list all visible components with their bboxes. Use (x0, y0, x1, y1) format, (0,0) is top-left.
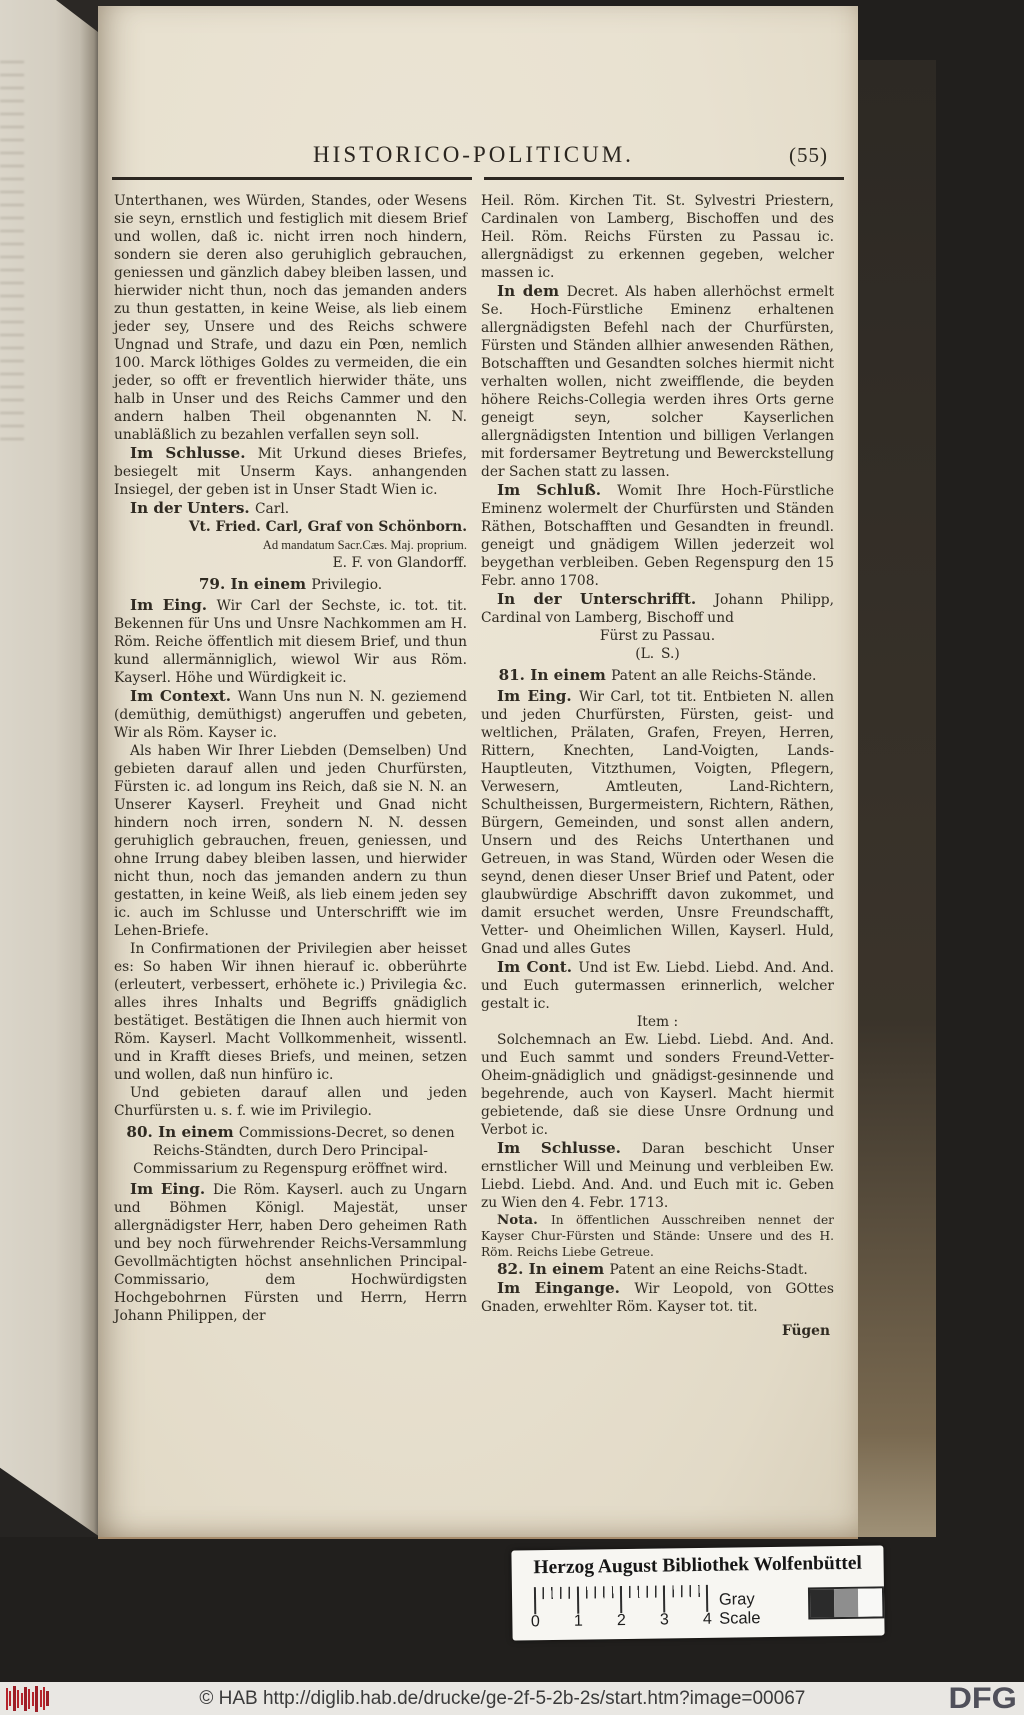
right-column (481, 192, 834, 1340)
ruler-major-tick (577, 1587, 579, 1614)
paragraph: Heil. Röm. Kirchen Tit. St. Sylvestri Priestern, Cardinalen von Lamberg, Bischoffen und des Heil. Röm. Reichs Fürsten zu Passau ic. allergnädigst zu erkennen gegeben, welcher massen ic. (481, 193, 834, 281)
paragraph: Unterthanen, wes Würden, Standes, oder Wesens sie seyn, ernstlich und festiglich mit diesem Brief und wollen, daß ic. nicht irren noch hindern, sondern sie deren also geruhiglich gebrauchen, geniessen und gänzlich dabey bleiben lassen, und hierwider nicht thun, noch das jemanden anders zu thun gestatten, in keine Weise, als lieb einem jeder sey, Unsere und des Reichs schwere Ungnad und Strafe, und dazu ein Pœn, nemlich 100. Marck löthiges Goldes zu vermeiden, die ein jeder, so offt er freventlich hierwider thäte, uns halb in Unser und des Reichs Cammer und den andern halben Theil obgenannten N. N. unabläßlich zu bezahlen verfallen seyn soll. (114, 193, 467, 443)
paragraph-lead: Im Eing. (130, 596, 217, 614)
paragraph-lead: In der Unterschrifft. (497, 590, 715, 608)
paragraph: Im Eingange. Wir Leopold, von GOttes Gnaden, erwehlter Röm. Kayser tot. tit. (481, 1279, 834, 1315)
paragraph: Im Eing. Wir Carl der Sechste, ic. tot. tit. Bekennen für Uns und Unsre Nachkommen am H. Röm. Reiche öffentlich mit diesem Brief, und thun kund allermänniglich, wiewol Wir aus Röm. Kayserl. Höhe und Würdigkeit ic. (114, 596, 467, 686)
paragraph: (L. S.) (635, 646, 680, 662)
footer-url: © HAB http://diglib.hab.de/drucke/ge-2f-5-2b-2s/start.htm?image=00067 (199, 1687, 806, 1709)
paragraph: Im Eing. Die Röm. Kayserl. auch zu Ungarn und Böhmen Königl. Majestät, unser allergnädigster Herr, haben Dero geheimen Rath und bey noch fürwehrender Reichs-Versammlung Gevollmächtigten höchst ansehnlichen Principal-Commissario, dem Hochwürdigsten Hochgebohrnen Fürsten und Herrn, Herrn Johann Philippen, der (114, 1180, 467, 1324)
paragraph-lead: Im Cont. (497, 958, 579, 976)
gray-scale-patch (810, 1589, 834, 1617)
paragraph: 81. In einem Patent an alle Reichs-Stände. (498, 666, 817, 684)
paragraph: In der Unters. Carl. (130, 499, 290, 517)
gray-scale-patch (834, 1589, 858, 1617)
paragraph-lead: In dem (497, 282, 567, 300)
gray-scale-label: Gray Scale (718, 1590, 761, 1628)
left-column (114, 192, 467, 1340)
paragraph: Im Schlusse. Mit Urkund dieses Briefes, besiegelt mit Unserm Kays. anhangenden Insiegel, der geben ist in Unser Stadt Wien ic. (114, 444, 467, 498)
paragraph-lead: Im Eingange. (497, 1279, 635, 1297)
paragraph-lead: 80. In einem (126, 1123, 239, 1141)
paragraph: In dem Decret. Als haben allerhöchst ermelt Se. Hoch-Fürstliche Eminenz erhaltenen allergnädigsten Befehl nach der Churfürsten, Fürsten und Ständen allhier anwesenden Räthen, Botschafften und Gesandten solches hiermit nicht verhalten wollen, nicht zweifflende, die beyden höhere Reichs-Collegia werden ihres Orts gerne geneigt seyn, solcher Kayserlichen allergnädigsten Intention und billigen Verlangen mit fordersamer Beytretung und Bewerckstellung der Sachen statt zu lassen. (481, 282, 835, 480)
paragraph-lead: Im Context. (130, 687, 238, 705)
ruler-major-tick (663, 1585, 665, 1612)
ruler-major-tick (534, 1587, 536, 1614)
page-fore-edge (846, 60, 936, 1537)
gray-scale-patches (808, 1586, 884, 1619)
paragraph: Fügen (781, 1323, 830, 1339)
paragraph: 79. In einem Privilegio. (198, 575, 383, 593)
ruler-number: 4 (702, 1610, 712, 1628)
paragraph-lead: In der Unters. (130, 499, 255, 517)
paragraph: Im Schlusse. Daran beschicht Unser ernstlicher Will und Meinung und verbleiben Ew. Liebd. Liebd. And. And. und Euch mit ic. Geben zu Wien den 4. Febr. 1713. (481, 1139, 834, 1211)
bleed-through-text (0, 60, 24, 440)
paragraph: Im Schluß. Womit Ihre Hoch-Fürstliche Eminenz wolermelt der Churfürsten und Ständen Räthen, Botschafften und Gesandten in freundl. geneigt und gnädigem Willen jederzeit wol beygethan verbleiben. Geben Regenspurg den 15 Febr. anno 1708. (481, 481, 834, 589)
paragraph-lead: 82. In einem (497, 1260, 610, 1278)
paragraph: Im Context. Wann Uns nun N. N. geziemend (demüthig, demüthigst) angeruffen und gebeten, Wir als Röm. Kayser ic. (114, 687, 467, 741)
dfg-logo: DFG (948, 1681, 1017, 1715)
ruler-major-tick (706, 1585, 708, 1612)
ruler-number: 1 (573, 1612, 583, 1630)
paragraph: In der Unterschrifft. Johann Philipp, Cardinal von Lamberg, Bischoff und (481, 590, 834, 626)
footer-bar (0, 1682, 1024, 1715)
ruler-number: 2 (616, 1612, 626, 1630)
paragraph-lead: Im Eing. (130, 1180, 213, 1198)
paragraph: Solchemnach an Ew. Liebd. Liebd. And. And. und Euch sammt und sonders Freund-Vetter-Oheim-gnädiglich und gnädigst-gesinnende und begehrende, auch von Kayserl. Macht hiermit gebietende, daß sie diese Unsre Ordnung und Verbot ic. (481, 1032, 834, 1138)
paragraph-lead: Im Eing. (497, 687, 579, 705)
header-rule (112, 177, 844, 180)
paragraph-lead: Im Schlusse. (497, 1139, 642, 1157)
paragraph-lead: Im Schlusse. (130, 444, 258, 462)
gray-scale-patch (858, 1588, 882, 1616)
paragraph: In Confirmationen der Privilegien aber heisset es: So haben Wir ihnen hierauf ic. obberührte (erleutert, verbessert, erhöhete ic.) Privilegia &c. alles ihres Inhalts und Begriffs gnädiglich bestätiget. Bestätigen die Ihnen auch hiermit von Röm. Kayserl. Macht Vollkommenheit, wissentl. und in Krafft dieses Briefs, und meinen, setzen und wollen, daß nun hinfüro ic. (114, 941, 467, 1083)
scale-row (530, 1580, 885, 1631)
paragraph: Nota. In öffentlichen Ausschreiben nennet der Kayser Chur-Fürsten und Stände: Unsere und des H. Röm. Reichs Liebe Getreue. (481, 1212, 834, 1259)
paragraph: Im Cont. Und ist Ew. Liebd. Liebd. And. And. und Euch gutermassen erinnerlich, welcher gestalt ic. (481, 958, 834, 1012)
paragraph-lead: Nota. (497, 1212, 551, 1228)
paragraph: E. F. von Glandorff. (332, 555, 467, 571)
text-columns (98, 192, 858, 1340)
ruler-number: 3 (659, 1611, 669, 1629)
page-number: (55) (789, 143, 828, 167)
paragraph: 80. In einem Commissions-Decret, so denen Reichs-Ständten, durch Dero Principal-Commissarium zu Regenspurg eröffnet wird. (126, 1123, 455, 1177)
paragraph: Als haben Wir Ihrer Liebden (Demselben) Und gebieten darauf allen und jeden Churfürsten, Fürsten ic. ad longum ins Reich, daß sie N. N. an Unserer Kayserl. Freyheit und Gnad nicht hindern noch irren, sondern N. N. dessen geruhiglich gebrauchen, freuen, geniessen, und ohne Irrung dabey bleiben lassen, und hierwider nicht thun, noch das jemanden andern zu thun gestatten, in keine Weiß, als lieb einem jeden sey ic. auch im Schlusse und Unterschrifft wie im Lehen-Briefe. (114, 743, 467, 939)
ruler-number: 0 (530, 1613, 540, 1631)
scanned-page (98, 6, 858, 1539)
paragraph: Im Eing. Wir Carl, tot tit. Entbieten N. allen und jeden Churfürsten, Fürsten, geist- und weltlichen, Prälaten, Grafen, Freyen, Herren, Rittern, Knechten, Land-Voigten, Lands-Hauptleuten, Vitzthumen, Voigten, Pflegern, Verwesern, Amtleuten, Land-Richtern, Schultheissen, Burgermeistern, Richtern, Räthen, Bürgern, Gemeinden, und sonst allen andern, Unsern und des Reichs Unterthanen und Getreuen, in was Stand, Würden oder Wesen die seynd, denen dieser Unser Brief und Patent, oder glaubwürdige Abschrifft davon zukommet, und damit ersuchet werden, Unsre Freundschafft, Vetter- und Oheimlichen Willen, Kayserl. Huld, Gnad und alles Gutes (481, 687, 834, 957)
ruler-major-tick (620, 1586, 622, 1613)
color-calibration-mark (6, 1685, 54, 1713)
paragraph: Und gebieten darauf allen und jeden Churfürsten u. s. f. wie im Privilegio. (114, 1085, 467, 1119)
running-header (158, 142, 828, 168)
paragraph: Vt. Fried. Carl, Graf von Schönborn. (188, 519, 467, 535)
library-scale-card (511, 1545, 884, 1640)
paragraph-lead: 79. In einem (198, 575, 312, 593)
paragraph: Fürst zu Passau. (599, 628, 716, 644)
library-name: Herzog August Bibliothek Wolfenbüttel (533, 1552, 862, 1579)
measurement-ruler (530, 1583, 712, 1631)
page-title: HISTORICO-POLITICUM. (313, 142, 634, 167)
paragraph-lead: Im Schluß. (497, 481, 618, 499)
paragraph: Item : (636, 1014, 679, 1030)
paragraph: Ad mandatum Sacr.Cæs. Maj. proprium. (262, 538, 467, 552)
paragraph-lead: 81. In einem (498, 666, 612, 684)
paragraph: 82. In einem Patent an eine Reichs-Stadt. (497, 1260, 808, 1278)
